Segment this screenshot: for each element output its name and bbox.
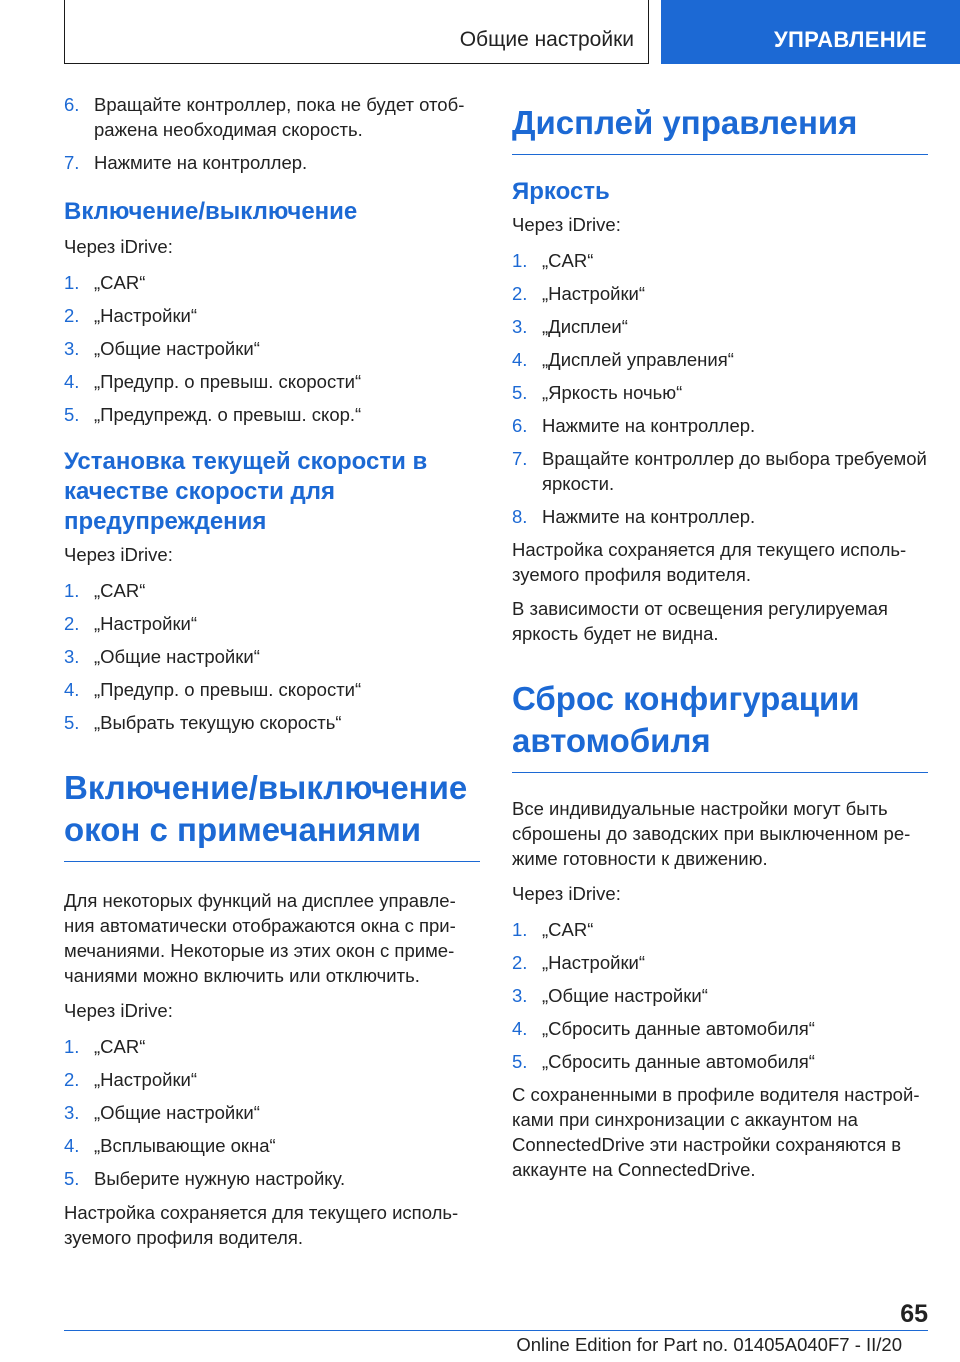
list-item: 6. Вращайте контроллер, пока не будет отображена необходимая скорость. [64,94,465,140]
section-title-brightness: Яркость [512,178,610,205]
footer-edition: Online Edition for Part no. 01405A040F7 - II/20 [516,1334,902,1355]
chapter-title-reset: Сброс конфигурации автомобиля [512,678,928,773]
intro-paragraph: Все индивидуальные настройки могут быть сброшены до заводских при выключенном режиме готовности к движению. [512,798,911,869]
list-item: 6. Нажмите на контроллер. [512,415,756,436]
section-title-toggle: Включение/выключение [64,198,358,225]
list-item: 5. „Яркость ночью“ [512,382,683,403]
list-item: 5. „Предупрежд. о превыш. скор.“ [64,404,362,425]
section-title-set-speed: Установка текущей скорости в качестве скорости для предупреждения [64,448,428,535]
list-item: 1. „CAR“ [64,1036,146,1057]
note-paragraph: Настройка сохраняется для текущего используемого профиля водителя. [512,539,907,585]
note-paragraph: В зависимости от освещения регулируемая яркость будет не видна. [512,598,888,644]
via-idrive-text: Через iDrive: [512,214,621,235]
footer-divider [64,1330,928,1331]
note-paragraph: С сохраненными в профиле водителя настройками при синхронизации с аккаунтом на ConnectedDrive эти настройки сохраняются в аккаунте на ConnectedDrive. [512,1084,920,1180]
chapter-title-popups: Включение/выключение окон с примечаниями [64,767,480,862]
via-idrive-text: Через iDrive: [64,236,173,257]
chapter-title-display: Дисплей управления [512,102,928,155]
list-item: 4. „Предупр. о превыш. скорости“ [64,371,362,392]
list-item: 1. „CAR“ [512,919,594,940]
via-idrive-text: Через iDrive: [64,1000,173,1021]
via-idrive-text: Через iDrive: [512,883,621,904]
list-item: 7. Нажмите на контроллер. [64,152,308,173]
header-section-tab [64,0,649,64]
steps-list-set-speed [64,578,480,735]
list-item: 1. „CAR“ [512,250,594,271]
list-item: 2. „Настройки“ [64,305,198,326]
left-column [64,92,480,1250]
list-item: 1. „CAR“ [64,580,146,601]
list-item: 3. „Общие настройки“ [64,646,260,667]
list-item: 3. „Дисплеи“ [512,316,628,337]
list-item: 5. Выберите нужную настройку. [64,1168,346,1189]
list-item: 5. „Выбрать текущую скорость“ [64,712,342,733]
steps-list-toggle [64,270,480,427]
page-number: 65 [900,1300,928,1328]
header-chapter-tab [661,0,960,64]
list-item: 3. „Общие настройки“ [64,338,260,359]
list-item: 2. „Настройки“ [512,283,646,304]
list-item: 3. „Общие настройки“ [64,1102,260,1123]
steps-list-brightness [512,248,928,529]
steps-list-reset [512,917,928,1074]
list-item: 4. „Предупр. о превыш. скорости“ [64,679,362,700]
list-item: 4. „Дисплей управления“ [512,349,734,370]
steps-continued [64,92,480,175]
header-chapter-title: УПРАВЛЕНИЕ [774,27,927,52]
list-item: 4. „Всплывающие окна“ [64,1135,276,1156]
list-item: 2. „Настройки“ [512,952,646,973]
via-idrive-text: Через iDrive: [64,544,173,565]
header-section-title: Общие настройки [459,28,634,51]
list-item: 2. „Настройки“ [64,1069,198,1090]
list-item: 3. „Общие настройки“ [512,985,708,1006]
list-item: 4. „Сбросить данные автомобиля“ [512,1018,815,1039]
intro-paragraph: Для некоторых функций на дисплее управления автоматически отображаются окна с примечаниями. Некоторые из этих окон с примечаниями можно включить или отключить. [64,890,456,986]
steps-list-popups [64,1034,480,1191]
list-item: 8. Нажмите на контроллер. [512,506,756,527]
right-column [512,92,928,1182]
list-item: 1. „CAR“ [64,272,146,293]
list-item: 5. „Сбросить данные автомобиля“ [512,1051,815,1072]
note-paragraph: Настройка сохраняется для текущего используемого профиля водителя. [64,1202,459,1248]
list-item: 2. „Настройки“ [64,613,198,634]
list-item: 7. Вращайте контроллер до выбора требуемой яркости. [512,448,927,494]
